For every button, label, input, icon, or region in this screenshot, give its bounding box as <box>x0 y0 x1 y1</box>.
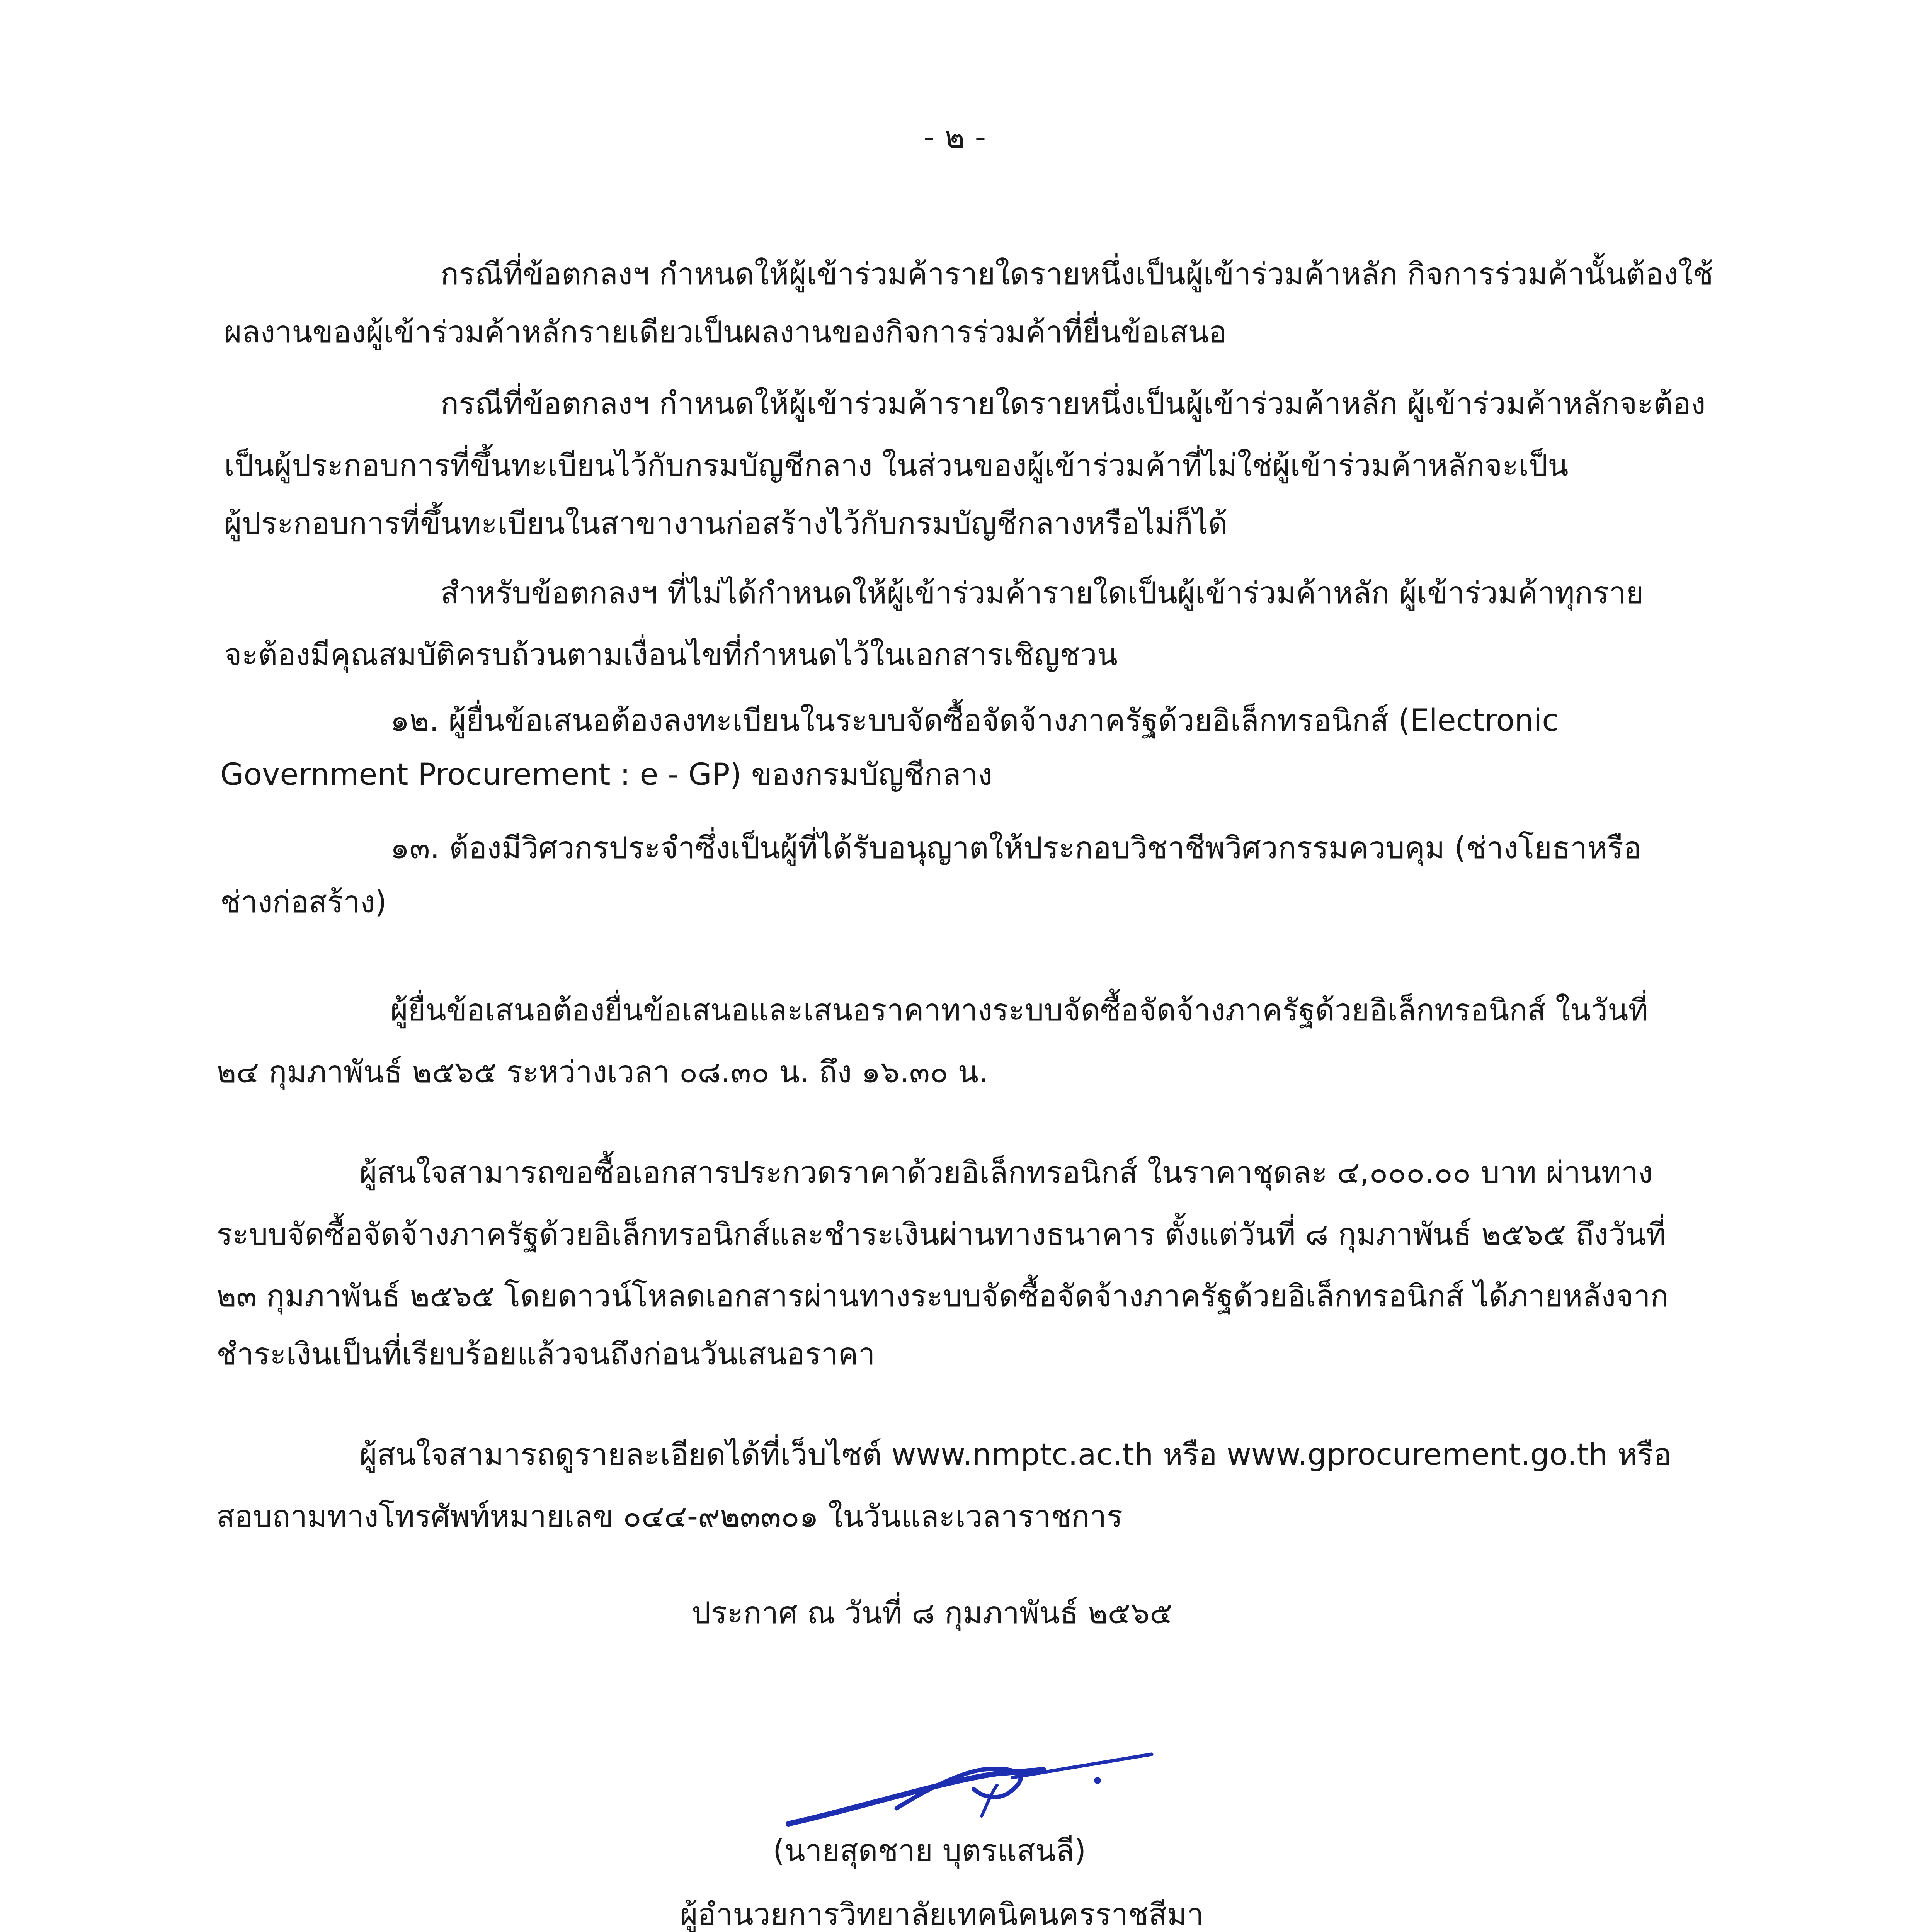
page-number: - ๒ - <box>924 119 986 155</box>
paragraph-line: ผลงานของผู้เข้าร่วมค้าหลักรายเดียวเป็นผลงานของกิจการร่วมค้าที่ยื่นข้อเสนอ <box>224 315 1227 350</box>
paragraph-line: จะต้องมีคุณสมบัติครบถ้วนตามเงื่อนไขที่กำหนดไว้ในเอกสารเชิญชวน <box>224 638 1118 672</box>
paragraph-line: เป็นผู้ประกอบการที่ขึ้นทะเบียนไว้กับกรมบัญชีกลาง ในส่วนของผู้เข้าร่วมค้าที่ไม่ใช่ผู้เข้าร่วมค้าหลักจะเป็น <box>224 448 1569 483</box>
signer-title: ผู้อำนวยการวิทยาลัยเทคนิคนครราชสีมา <box>680 1897 1204 1932</box>
paragraph-line: สำหรับข้อตกลงฯ ที่ไม่ได้กำหนดให้ผู้เข้าร่วมค้ารายใดเป็นผู้เข้าร่วมค้าหลัก ผู้เข้าร่วมค้าทุกราย <box>441 576 1644 611</box>
paragraph-line: ระบบจัดซื้อจัดจ้างภาครัฐด้วยอิเล็กทรอนิกส์และชำระเงินผ่านทางธนาคาร ตั้งแต่วันที่ ๘ กุมภาพันธ์ ๒๕๖๕ ถึงวันที่ <box>216 1217 1666 1252</box>
paragraph-line: ๑๓. ต้องมีวิศวกรประจำซึ่งเป็นผู้ที่ได้รับอนุญาตให้ประกอบวิชาชีพวิศวกรรมควบคุม (ช่างโยธาหรือ <box>390 831 1642 866</box>
paragraph-line: ผู้ประกอบการที่ขึ้นทะเบียนในสาขางานก่อสร้างไว้กับกรมบัญชีกลางหรือไม่ก็ได้ <box>224 506 1228 541</box>
paragraph-line: ๑๒. ผู้ยื่นข้อเสนอต้องลงทะเบียนในระบบจัดซื้อจัดจ้างภาครัฐด้วยอิเล็กทรอนิกส์ (Electronic <box>390 703 1559 738</box>
announcement-date: ประกาศ ณ วันที่ ๘ กุมภาพันธ์ ๒๕๖๕ <box>692 1596 1173 1631</box>
paragraph-line: สอบถามทางโทรศัพท์หมายเลข ๐๔๔-๙๒๓๓๐๑ ในวันและเวลาราชการ <box>216 1499 1123 1534</box>
signer-name: (นายสุดชาย บุตรแสนลี) <box>773 1833 1086 1868</box>
paragraph-line: ผู้สนใจสามารถดูรายละเอียดได้ที่เว็บไซต์ www.nmptc.ac.th หรือ www.gprocurement.go.th หรือ <box>359 1437 1672 1472</box>
paragraph-line: ๒๓ กุมภาพันธ์ ๒๕๖๕ โดยดาวน์โหลดเอกสารผ่านทางระบบจัดซื้อจัดจ้างภาครัฐด้วยอิเล็กทรอนิกส์ ได้ภายหลังจาก <box>216 1279 1669 1314</box>
paragraph-line: Government Procurement : e - GP) ของกรมบัญชีกลาง <box>220 757 993 792</box>
paragraph-line: ผู้ยื่นข้อเสนอต้องยื่นข้อเสนอและเสนอราคาทางระบบจัดซื้อจัดจ้างภาครัฐด้วยอิเล็กทรอนิกส์ ในวันที่ <box>390 993 1648 1028</box>
paragraph-line: ช่างก่อสร้าง) <box>220 885 387 920</box>
paragraph-line: กรณีที่ข้อตกลงฯ กำหนดให้ผู้เข้าร่วมค้ารายใดรายหนึ่งเป็นผู้เข้าร่วมค้าหลัก ผู้เข้าร่วมค้าหลักจะต้อง <box>441 386 1706 421</box>
paragraph-line: ผู้สนใจสามารถขอซื้อเอกสารประกวดราคาด้วยอิเล็กทรอนิกส์ ในราคาชุดละ ๔,๐๐๐.๐๐ บาท ผ่านทาง <box>359 1155 1653 1190</box>
paragraph-line: ชำระเงินเป็นที่เรียบร้อยแล้วจนถึงก่อนวันเสนอราคา <box>216 1337 875 1372</box>
paragraph-line: กรณีที่ข้อตกลงฯ กำหนดให้ผู้เข้าร่วมค้ารายใดรายหนึ่งเป็นผู้เข้าร่วมค้าหลัก กิจการร่วมค้านั้นต้องใช้ <box>441 257 1714 292</box>
paragraph-line: ๒๔ กุมภาพันธ์ ๒๕๖๕ ระหว่างเวลา ๐๘.๓๐ น. ถึง ๑๖.๓๐ น. <box>216 1055 988 1090</box>
